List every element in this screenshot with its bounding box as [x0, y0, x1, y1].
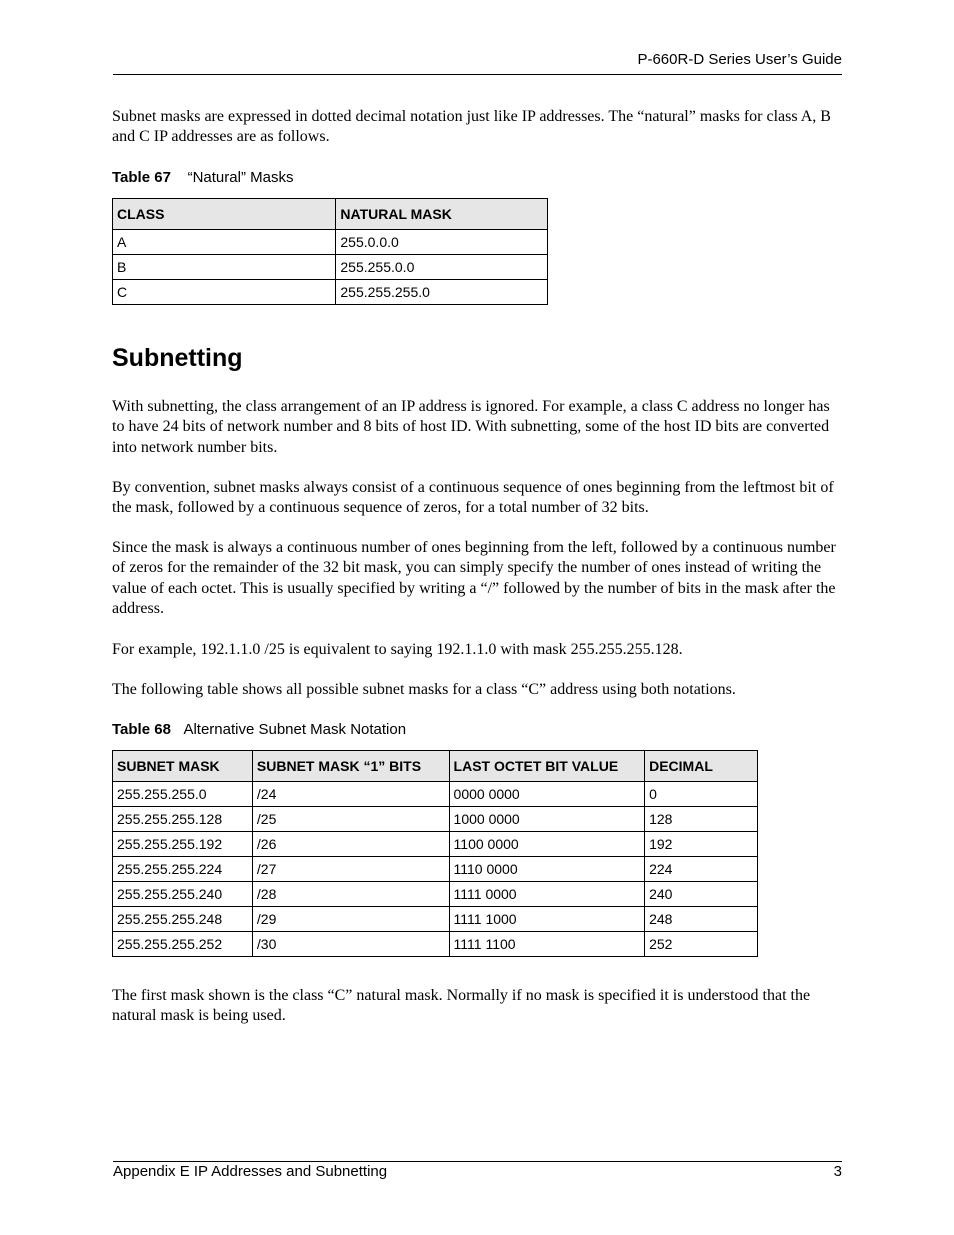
column-header: LAST OCTET BIT VALUE	[449, 751, 645, 782]
table-cell: /28	[252, 882, 449, 907]
table-cell: 255.255.0.0	[336, 255, 548, 280]
natural-masks-table	[112, 198, 548, 305]
table67-caption	[112, 169, 293, 186]
intro-paragraph: Subnet masks are expressed in dotted decimal notation just like IP addresses. The “natural” masks for class A, B and C IP addresses are as follows.	[112, 108, 831, 146]
table-cell: 255.255.255.0	[113, 782, 253, 807]
subnet-mask-notation-table	[112, 750, 758, 957]
table68-number: Table 68	[112, 721, 171, 738]
body-paragraph: With subnetting, the class arrangement of an IP address is ignored. For example, a class C address no longer has to have 24 bits of network number and 8 bits of host ID. With subnetting, some of the host ID bits are converted into network number bits.	[112, 398, 830, 456]
body-paragraph: Since the mask is always a continuous number of ones beginning from the left, followed by a continuous number of zeros for the remainder of the 32 bit mask, you can simply specify the number of ones instead of writing the value of each octet. This is usually specified by writing a “/” followed by the number of bits in the mask after the address.	[112, 539, 836, 618]
table-row	[113, 932, 758, 957]
table-row	[113, 807, 758, 832]
table-cell: 255.0.0.0	[336, 230, 548, 255]
body-paragraph: For example, 192.1.1.0 /25 is equivalent to saying 192.1.1.0 with mask 255.255.255.128.	[112, 641, 683, 658]
table-cell: B	[113, 255, 336, 280]
table-cell: 255.255.255.0	[336, 280, 548, 305]
table67-number: Table 67	[112, 169, 171, 186]
page-header	[113, 51, 842, 75]
table68-caption	[112, 721, 406, 738]
table-cell: /26	[252, 832, 449, 857]
page-number: 3	[833, 1163, 842, 1180]
table-cell: 255.255.255.128	[113, 807, 253, 832]
table-cell: /27	[252, 857, 449, 882]
table-cell: /25	[252, 807, 449, 832]
page-footer	[113, 1161, 842, 1180]
table-cell: 255.255.255.252	[113, 932, 253, 957]
column-header: CLASS	[113, 199, 336, 230]
table-cell: 0000 0000	[449, 782, 645, 807]
column-header: NATURAL MASK	[336, 199, 548, 230]
table-cell: 1111 1000	[449, 907, 645, 932]
table-cell: 255.255.255.192	[113, 832, 253, 857]
table-cell: /24	[252, 782, 449, 807]
table-cell: /29	[252, 907, 449, 932]
table-row	[113, 230, 548, 255]
table-header-row	[113, 199, 548, 230]
table-cell: 1100 0000	[449, 832, 645, 857]
table-cell: 0	[645, 782, 758, 807]
guide-title: P-660R-D Series User’s Guide	[637, 51, 842, 68]
table-row	[113, 255, 548, 280]
table-row	[113, 832, 758, 857]
column-header: DECIMAL	[645, 751, 758, 782]
table-cell: 224	[645, 857, 758, 882]
table-header-row	[113, 751, 758, 782]
table67-title: “Natural” Masks	[187, 169, 294, 186]
section-heading: Subnetting	[112, 344, 243, 372]
table-row	[113, 782, 758, 807]
table-cell: 1111 1100	[449, 932, 645, 957]
table-row	[113, 280, 548, 305]
table-cell: 1111 0000	[449, 882, 645, 907]
table-cell: 240	[645, 882, 758, 907]
table-row	[113, 857, 758, 882]
table-cell: /30	[252, 932, 449, 957]
table-cell: A	[113, 230, 336, 255]
column-header: SUBNET MASK “1” BITS	[252, 751, 449, 782]
footer-chapter-title: Appendix E IP Addresses and Subnetting	[113, 1163, 388, 1180]
table-row	[113, 882, 758, 907]
column-header: SUBNET MASK	[113, 751, 253, 782]
table-cell: 248	[645, 907, 758, 932]
table-cell: 192	[645, 832, 758, 857]
body-paragraph: The following table shows all possible subnet masks for a class “C” address using both notations.	[112, 681, 736, 698]
table-cell: 1000 0000	[449, 807, 645, 832]
table-cell: C	[113, 280, 336, 305]
body-paragraph: By convention, subnet masks always consist of a continuous sequence of ones beginning from the leftmost bit of the mask, followed by a continuous sequence of zeros, for a total number of 32 bits.	[112, 479, 834, 517]
table-cell: 128	[645, 807, 758, 832]
table68-title: Alternative Subnet Mask Notation	[183, 721, 407, 738]
table-cell: 255.255.255.224	[113, 857, 253, 882]
table-row	[113, 907, 758, 932]
table-cell: 255.255.255.248	[113, 907, 253, 932]
closing-paragraph: The first mask shown is the class “C” natural mask. Normally if no mask is specified it is understood that the natural mask is being used.	[112, 987, 811, 1025]
table-cell: 255.255.255.240	[113, 882, 253, 907]
table-cell: 1110 0000	[449, 857, 645, 882]
table-cell: 252	[645, 932, 758, 957]
